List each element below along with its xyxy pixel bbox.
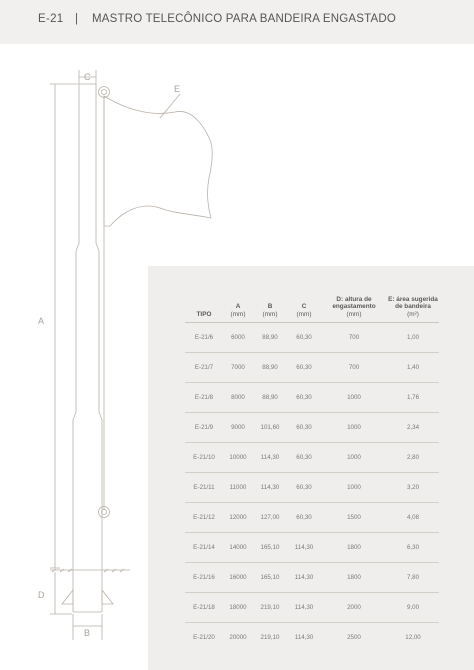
label-d: D <box>38 590 45 600</box>
cell-d: 2500 <box>347 634 361 641</box>
cell-a: 14000 <box>223 533 253 563</box>
header-separator: | <box>75 13 78 25</box>
cell-d: 1000 <box>321 413 387 443</box>
cell-c: 60,30 <box>287 473 321 503</box>
cell-e: 12,00 <box>405 634 421 641</box>
cell-a: 6000 <box>223 323 253 353</box>
label-b: B <box>84 628 91 638</box>
cell-b: 219,10 <box>253 593 287 623</box>
cell-e: 7,80 <box>387 563 439 593</box>
cell-c: 114,30 <box>287 563 321 593</box>
cell-a: 10000 <box>223 443 253 473</box>
cell-tipo: E-21/8 <box>185 383 223 413</box>
base-anchor <box>62 590 113 612</box>
cell-e: 1,76 <box>387 383 439 413</box>
cell-b: 165,10 <box>253 563 287 593</box>
cell-c: 60,30 <box>287 383 321 413</box>
cell-b: 88,90 <box>253 323 287 353</box>
cell-e: 3,20 <box>387 473 439 503</box>
table-row <box>185 323 439 353</box>
cell-d: 1000 <box>321 473 387 503</box>
page-header <box>0 0 474 44</box>
cell-a: 18000 <box>223 593 253 623</box>
cell-tipo: E-21/20 <box>193 634 215 641</box>
cell-c: 60,30 <box>287 353 321 383</box>
cell-c: 60,30 <box>287 323 321 353</box>
col-header-c: C (mm) <box>287 284 321 323</box>
cell-e: 1,00 <box>387 323 439 353</box>
label-e: E <box>174 84 181 94</box>
cell-e: 4,08 <box>387 503 439 533</box>
table-row <box>185 563 439 593</box>
col-header-d: D: altura de engastamento (mm) <box>321 284 387 323</box>
col-header-b: B (mm) <box>253 284 287 323</box>
table-row <box>185 383 439 413</box>
dimension-d <box>38 572 72 614</box>
col-header-tipo: TIPO <box>185 284 223 323</box>
table-row <box>185 593 439 623</box>
cell-tipo: E-21/16 <box>185 563 223 593</box>
cell-b: 88,90 <box>253 383 287 413</box>
cell-tipo: E-21/12 <box>185 503 223 533</box>
table-row <box>185 503 439 533</box>
cell-tipo: E-21/10 <box>185 443 223 473</box>
table-header-row <box>185 284 439 323</box>
col-header-e: E: área sugerida de bandeira (m²) <box>387 284 439 323</box>
label-a: A <box>38 316 45 326</box>
cell-tipo: E-21/11 <box>185 473 223 503</box>
cell-tipo: E-21/9 <box>185 413 223 443</box>
cell-b: 219,10 <box>260 634 280 641</box>
cell-d: 700 <box>321 323 387 353</box>
cell-b: 127,00 <box>253 503 287 533</box>
cell-a: 9000 <box>223 413 253 443</box>
cell-b: 88,90 <box>253 353 287 383</box>
cell-c: 114,30 <box>287 533 321 563</box>
table-row <box>185 533 439 563</box>
cell-d: 1800 <box>321 563 387 593</box>
cell-tipo: E-21/6 <box>185 323 223 353</box>
table-row <box>185 443 439 473</box>
cell-a: 20000 <box>229 634 247 641</box>
pole <box>73 84 102 612</box>
cell-b: 114,30 <box>253 443 287 473</box>
cell-d: 2000 <box>321 593 387 623</box>
cell-c: 60,30 <box>287 443 321 473</box>
dimension-c <box>79 70 96 84</box>
cell-e: 1,40 <box>387 353 439 383</box>
cell-c: 60,30 <box>287 503 321 533</box>
cell-tipo: E-21/18 <box>185 593 223 623</box>
spec-panel <box>148 266 474 670</box>
cell-a: 8000 <box>223 383 253 413</box>
cell-a: 7000 <box>223 353 253 383</box>
col-header-a: A (mm) <box>223 284 253 323</box>
cell-e: 2,34 <box>387 413 439 443</box>
table-row <box>185 353 439 383</box>
cell-b: 114,30 <box>253 473 287 503</box>
flag <box>104 96 212 226</box>
cell-e: 9,00 <box>387 593 439 623</box>
ground-line <box>50 569 130 572</box>
cell-c: 114,30 <box>287 593 321 623</box>
cell-d: 1000 <box>321 383 387 413</box>
cell-a: 12000 <box>223 503 253 533</box>
cell-c: 114,30 <box>294 634 314 641</box>
cell-e: 2,80 <box>387 443 439 473</box>
cell-tipo: E-21/14 <box>185 533 223 563</box>
table-row <box>185 473 439 503</box>
cell-c: 60,30 <box>287 413 321 443</box>
cell-d: 1800 <box>321 533 387 563</box>
table-row <box>185 623 439 653</box>
label-c: C <box>84 72 91 82</box>
table-row <box>185 413 439 443</box>
cell-d: 1500 <box>321 503 387 533</box>
cell-d: 1000 <box>321 443 387 473</box>
cell-a: 16000 <box>223 563 253 593</box>
cell-b: 101,60 <box>253 413 287 443</box>
cell-b: 165,10 <box>253 533 287 563</box>
spec-table <box>185 284 439 652</box>
cell-tipo: E-21/7 <box>185 353 223 383</box>
cell-d: 700 <box>321 353 387 383</box>
cell-e: 6,30 <box>387 533 439 563</box>
cell-a: 11000 <box>223 473 253 503</box>
product-code: E-21 <box>38 13 64 25</box>
product-title: MASTRO TELECÔNICO PARA BANDEIRA ENGASTADO <box>92 13 397 25</box>
dimension-b <box>73 614 102 640</box>
dimension-a <box>38 84 78 568</box>
